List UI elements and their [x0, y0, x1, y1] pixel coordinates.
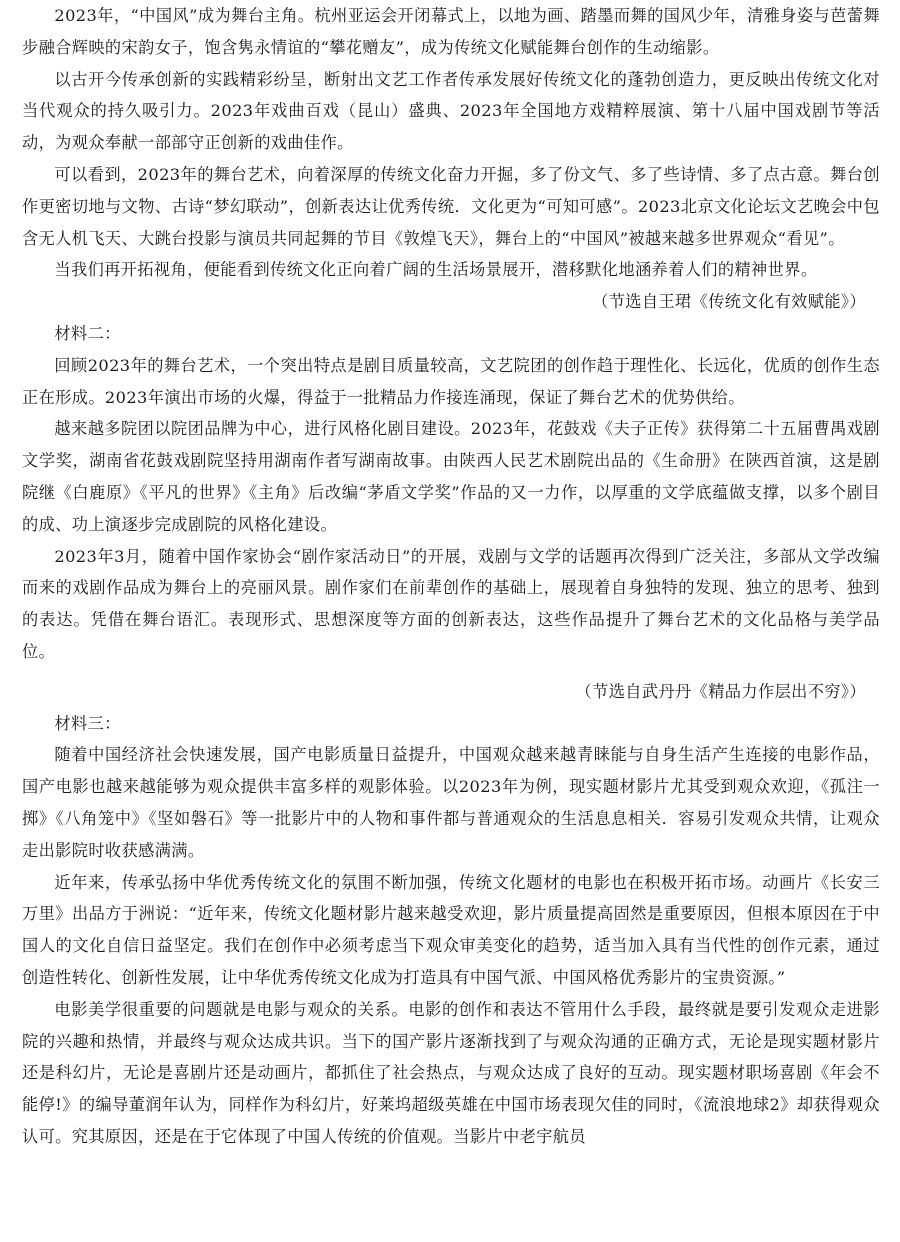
material2-source: （节选自武丹丹《精品力作层出不穷》）: [575, 681, 866, 701]
material3-paragraph-1: 随着中国经济社会快速发展，国产电影质量日益提升，中国观众越来越青睐能与自身生活产生连接的电影作品，国产电影也越来越能够为观众提供丰富多样的观影体验。以2023年为例，现实题材影片尤其受到观众欢迎，《孤注一掷》《八角笼中》《坚如磐石》等一批影片中的人物和事件都与普通观众的生活息息相关．容易引发观众共情，让观众走出影院时收获感满满。: [22, 745, 880, 860]
material1-paragraph-2: 以古开今传承创新的实践精彩纷呈，断射出文艺工作者传承发展好传统文化的蓬勃创造力，更反映出传统文化对当代观众的持久吸引力。2023年戏曲百戏（昆山）盛典、2023年全国地方戏精粹展演、第十八届中国戏剧节等活动，为观众奉献一部部守正创新的戏曲佳作。: [22, 69, 880, 153]
material2-paragraph-3: 2023年3月，随着中国作家协会“剧作家活动日”的开展，戏剧与文学的话题再次得到广泛关注，多部从文学改编而来的戏剧作品成为舞台上的亮丽风景。剧作家们在前辈创作的基础上，展现着自身独特的发现、独立的思考、独到的表达。凭借在舞台语汇。表现形式、思想深度等方面的创新表达，这些作品提升了舞台艺术的文化品格与美学品位。: [22, 546, 880, 661]
material1-paragraph-4: 当我们再开拓视角，便能看到传统文化正向着广阔的生活场景展开，潜移默化地涵养着人们的精神世界。: [54, 260, 818, 280]
material3-paragraph-2: 近年来，传承弘扬中华优秀传统文化的氛围不断加强，传统文化题材的电影也在积极开拓市场。动画片《长安三万里》出品方于洲说：“近年来，传统文化题材影片越来越受欢迎，影片质量提高固然是重要原因，但根本原因在于中国人的文化自信日益坚定。我们在创作中必须考虑当下观众审美变化的趋势，适当加入具有当代性的创作元素，通过创造性转化、创新性发展，让中华优秀传统文化成为打造具有中国气派、中国风格优秀影片的宝贵资源。”: [22, 872, 880, 987]
document-page: [22, 0, 880, 1153]
material1-paragraph-3: 可以看到，2023年的舞台艺术，向着深厚的传统文化奋力开掘，多了份文气、多了些诗情、多了点古意。舞台创作更密切地与文物、古诗“梦幻联动”，创新表达让优秀传统．文化更为“可知可感”。2023北京文化论坛文艺晚会中包含无人机飞天、大跳台投影与演员共同起舞的节目《敦煌飞天》，舞台上的“中国风”被越来越多世界观众“看见”。: [22, 164, 880, 248]
material3-paragraph-3: 电影美学很重要的问题就是电影与观众的关系。电影的创作和表达不管用什么手段，最终就是要引发观众走进影院的兴趣和热情，并最终与观众达成共识。当下的国产影片逐渐找到了与观众沟通的正确方式，无论是现实题材影片还是科幻片，无论是喜剧片还是动画片，都抓住了社会热点，与观众达成了良好的互动。现实题材职场喜剧《年会不能停!》的编导董润年认为，同样作为科幻片，好莱坞超级英雄在中国市场表现欠佳的同时，《流浪地球2》却获得观众认可。究其原因，还是在于它体现了中国人传统的价值观。当影片中老宇航员: [22, 999, 880, 1146]
material1-paragraph-1: 2023年，“中国风”成为舞台主角。杭州亚运会开闭幕式上，以地为画、踏墨而舞的国风少年，清雅身姿与芭蕾舞步融合辉映的宋韵女子，饱含隽永情谊的“攀花赠友”，成为传统文化赋能舞台创作的生动缩影。: [22, 6, 880, 57]
material2-paragraph-1: 回顾2023年的舞台艺术，一个突出特点是剧目质量较高，文艺院团的创作趋于理性化、长远化，优质的创作生态正在形成。2023年演出市场的火爆，得益于一批精品力作接连涌现，保证了舞台艺术的优势供给。: [22, 355, 880, 407]
material2-heading: 材料二：: [54, 323, 121, 343]
material2-paragraph-2: 越来越多院团以院团品牌为中心，进行风格化剧目建设。2023年，花鼓戏《夫子正传》获得第二十五届曹禺戏剧文学奖，湖南省花鼓戏剧院坚持用湖南作者写湖南故事。由陕西人民艺术剧院出品的《生命册》在陕西首演，这是剧院继《白鹿原》《平凡的世界》《主角》后改编“茅盾文学奖”作品的又一力作，以厚重的文学底蕴做支撑，以多个剧目的成、功上演逐步完成剧院的风格化建设。: [22, 419, 880, 534]
material1-source: （节选自王珺《传统文化有效赋能》）: [592, 292, 866, 312]
material3-heading: 材料三：: [54, 713, 121, 733]
